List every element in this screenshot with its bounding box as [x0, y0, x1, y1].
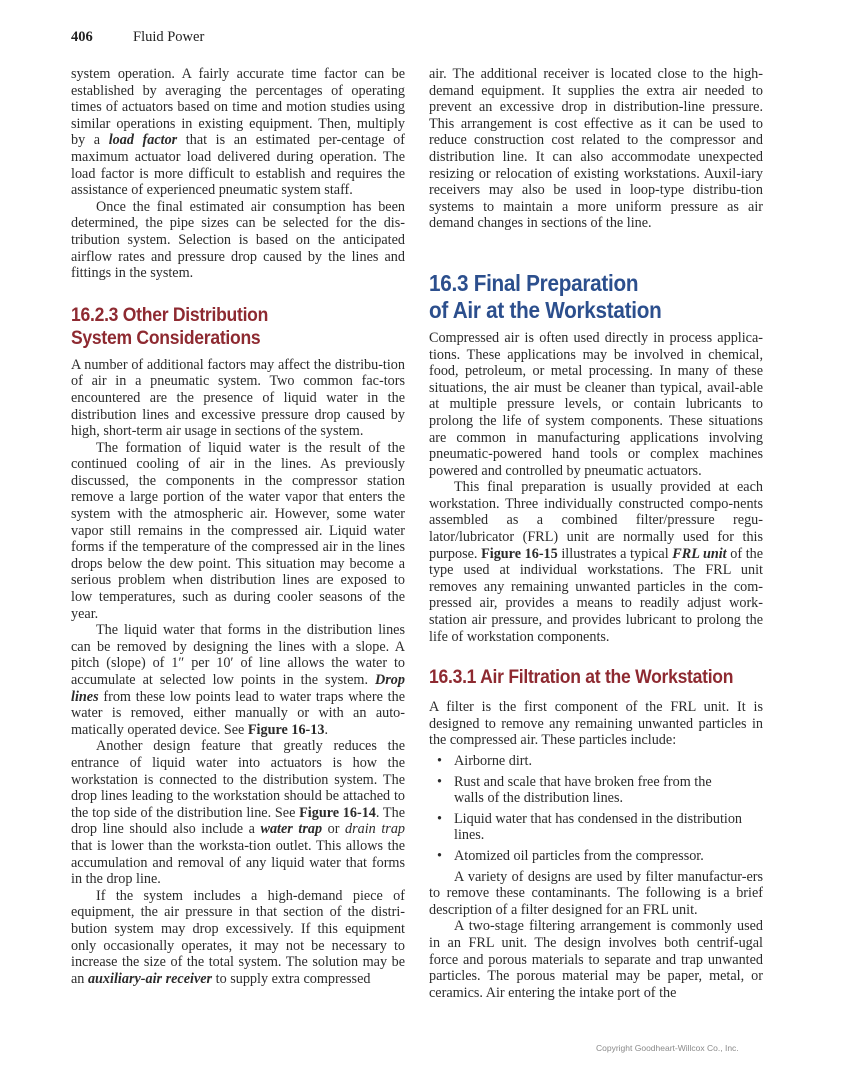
contaminant-list	[429, 753, 763, 865]
list-item-text: Rust and scale that have broken free from the walls of the distribution lines.	[454, 773, 712, 807]
bullet-icon: •	[437, 753, 442, 769]
list-item	[429, 753, 744, 770]
paragraph: The formation of liquid water is the result of the continued cooling of air in the lines. As previously discussed, the components in the compressor station remove a large portion of the water vapor that enters the system with the atmospheric air. However, some water vapor still remains in the compressed air. Liquid water forms if the temperature of the compressed air in the lines drops below the dew point. This situation may become a serious problem when distribution lines are exposed to low temperatures, such as during cooler seasons of the year.	[71, 439, 405, 622]
section-number: 16.2.3	[71, 303, 119, 326]
paragraph: A number of additional factors may affect the distribu-tion of air in a pneumatic system. Two common fac-tors encountered are the presence of liquid water in the distribution lines and excessive pressure drop caused by high, short-term air usage in sections of the system.	[71, 356, 405, 440]
page-number: 406	[71, 29, 93, 45]
list-item	[429, 774, 744, 807]
subsection-heading-16-3-1	[429, 666, 734, 689]
key-term-drop-lines: Drop lines	[71, 672, 405, 705]
text: that is lower than the worksta-tion outlet. This allows the accumulation and removal of any liquid water that forms in the drop line.	[71, 837, 405, 888]
key-term-water-trap: water trap	[260, 821, 323, 838]
figure-reference-16-14[interactable]: Figure 16-14	[299, 804, 376, 821]
paragraph: Compressed air is often used directly in process applica-tions. These applications may be involved in chemical, food, petroleum, or metal processing. In many of these situations, the air must be cleaner than typical, avail-able at multiple pressure levels, or contain lubricants to prolong the life of system components. These situations are common in manufacturing applications involving pneumatic-powered hand tools or complex machines powered and controlled by pneumatic actuators.	[429, 329, 763, 479]
list-item-text: Airborne dirt.	[454, 753, 533, 769]
text: or	[322, 821, 346, 838]
text: .	[324, 721, 328, 738]
text: Another design feature that greatly reduces the entrance of liquid water into actuators is how the workstation is connected to the distribution system. The drop lines leading to the workstation should be attached to the top side of the distribution line. See	[71, 738, 405, 821]
copyright-notice: Copyright Goodheart-Willcox Co., Inc.	[596, 1043, 739, 1053]
section-title: Other Distribution	[122, 303, 269, 326]
text: If the system includes a high-demand piece of equipment, the air pressure in that section of the distri-bution system may drop excessively. If this equipment only occasionally operates, it may not be necessary to increase the size of the total system. The solution may be an	[71, 887, 405, 987]
text: to supply extra compressed	[212, 970, 371, 987]
section-title-line2: System Considerations	[71, 326, 261, 349]
paragraph: A filter is the first component of the FRL unit. It is designed to remove any remaining unwanted particles in the compressed air. These particles include:	[429, 699, 763, 749]
key-term-auxiliary-air-receiver: auxiliary-air receiver	[87, 970, 213, 987]
key-term-frl-unit: FRL unit	[672, 545, 727, 562]
figure-reference-16-13[interactable]: Figure 16-13	[247, 721, 325, 738]
section-title: Final Preparation	[473, 269, 639, 296]
book-title: Fluid Power	[133, 29, 205, 45]
list-item-text: Liquid water that has condensed in the distribution lines.	[454, 810, 743, 844]
paragraph: A variety of designs are used by filter manufactur-ers to remove these contaminants. The following is a brief description of a filter designed for an FRL unit.	[429, 868, 763, 918]
bullet-icon: •	[437, 810, 442, 827]
subsection-heading-16-2-3	[71, 304, 372, 350]
paragraph	[71, 66, 405, 199]
section-number: 16.3.1	[429, 666, 477, 689]
right-column	[429, 66, 763, 1001]
running-header	[71, 29, 204, 46]
section-title-line2: of Air at the Workstation	[429, 296, 662, 323]
text: system operation. A fairly accurate time factor can be established by averaging the percentages of operating times of actuators based on time and motion studies using similar operations in existing equipment. Then, multiply by a	[71, 66, 405, 149]
text: . The drop line should also include a	[71, 804, 405, 838]
text: that is an estimated per-centage of maximum actuator load delivered during operation. The load factor is more difficult to establish and requires the assistance of experienced pneumatic system staff.	[71, 132, 405, 199]
text: of the type used at individual workstations. The FRL unit removes any remaining unwanted particles in the com-pressed air, provides a means to readily adjust work-station air pressure, and provides lubricant to prolong the life of workstation components.	[429, 545, 764, 645]
left-column	[71, 66, 405, 987]
paragraph: air. The additional receiver is located close to the high-demand equipment. It supplies the extra air needed to prevent an excessive drop in distribution-line pressure. This arrangement is cost effective as it can be used to reduce construction cost related to the compressor and distribution line. It can also accommodate unexpected resizing or relocation of existing workstations. Auxil-iary receivers may also be used in loop-type distribu-tion systems to maintain a more uniform pressure as air demand changes in sections of the line.	[429, 66, 763, 232]
list-item-text: Atomized oil particles from the compressor.	[454, 847, 704, 864]
paragraph	[71, 738, 405, 887]
paragraph	[71, 622, 405, 738]
paragraph: A two-stage filtering arrangement is commonly used in an FRL unit. The design involves both centrif-ugal force and porous materials to separate and trap unwanted particles. The porous material may be paper, metal, or ceramics. Air entering the intake port of the	[429, 918, 763, 1001]
text: from these low points lead to water traps where the water is removed, either manually or with an auto-matically operated device. See	[71, 688, 405, 738]
term-drain-trap: drain trap	[345, 821, 406, 838]
paragraph	[429, 479, 763, 645]
key-term-load-factor: load factor	[108, 132, 178, 149]
list-item	[429, 811, 744, 844]
figure-reference-16-15[interactable]: Figure 16-15	[481, 545, 558, 562]
section-heading-16-3	[429, 270, 730, 324]
bullet-icon: •	[437, 847, 442, 864]
paragraph: Once the final estimated air consumption has been determined, the pipe sizes can be selected for the dis-tribution system. Selection is based on the anticipated airflow rates and pressure drop caused by the lines and fittings in the system.	[71, 198, 405, 282]
section-title: Air Filtration at the Workstation	[480, 666, 734, 689]
paragraph	[71, 888, 405, 988]
text: The liquid water that forms in the distribution lines can be removed by designing the lines with a slope. A pitch (slope) of 1″ per 10′ of line allows the water to accumulate at selected low points in the system.	[71, 622, 405, 688]
text: illustrates a typical	[557, 545, 673, 562]
bullet-icon: •	[437, 773, 442, 790]
list-item	[429, 848, 744, 865]
text: This final preparation is usually provided at each workstation. Three individually constructed compo-nents assembled as a combined filter/pressure regu-lator/lubricator (FRL) unit are normally used for this purpose.	[429, 479, 763, 562]
section-number: 16.3	[429, 269, 469, 296]
